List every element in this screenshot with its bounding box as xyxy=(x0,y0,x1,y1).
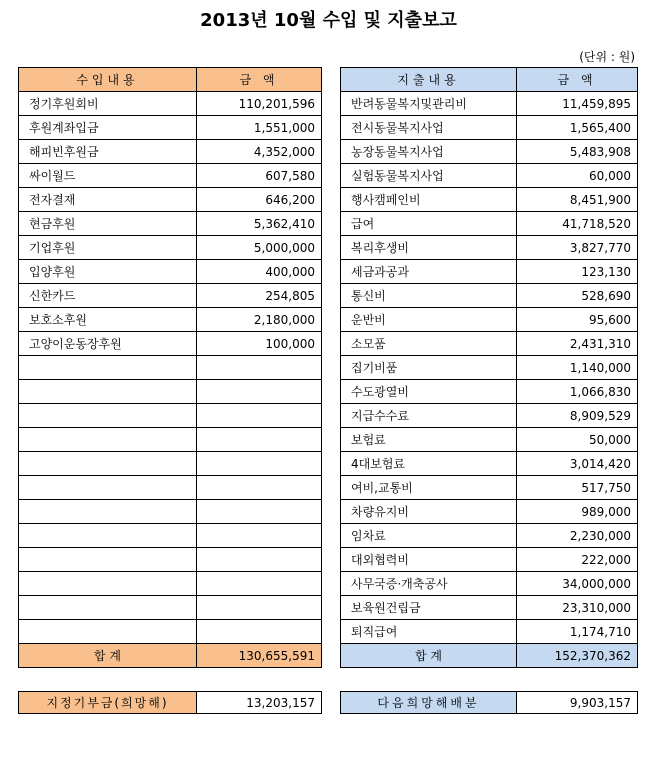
expense-row xyxy=(341,356,638,380)
income-row-label: 해피빈후원금 xyxy=(19,140,197,164)
income-row xyxy=(19,140,322,164)
income-header-row xyxy=(19,68,322,92)
income-row-amount xyxy=(197,428,322,452)
expense-row-amount: 8,451,900 xyxy=(517,188,638,212)
expense-row-amount: 123,130 xyxy=(517,260,638,284)
expense-row-amount: 23,310,000 xyxy=(517,596,638,620)
expense-row xyxy=(341,452,638,476)
expense-table xyxy=(340,67,638,668)
income-row-amount: 4,352,000 xyxy=(197,140,322,164)
expense-row xyxy=(341,572,638,596)
expense-row-amount: 11,459,895 xyxy=(517,92,638,116)
expense-row-label: 퇴직급여 xyxy=(341,620,517,644)
income-row-label xyxy=(19,572,197,596)
income-row-label: 입양후원 xyxy=(19,260,197,284)
income-row xyxy=(19,116,322,140)
designated-donation-box xyxy=(18,691,322,714)
expense-row-label: 여비,교통비 xyxy=(341,476,517,500)
expense-row xyxy=(341,620,638,644)
income-row-amount xyxy=(197,620,322,644)
income-row-amount: 110,201,596 xyxy=(197,92,322,116)
income-row-amount: 400,000 xyxy=(197,260,322,284)
daum-distribution-box xyxy=(340,691,638,714)
income-row xyxy=(19,404,322,428)
income-row xyxy=(19,572,322,596)
expense-row xyxy=(341,380,638,404)
income-row-label: 신한카드 xyxy=(19,284,197,308)
unit-note: (단위 : 원) xyxy=(579,50,635,64)
expense-row-amount: 50,000 xyxy=(517,428,638,452)
income-row-label: 정기후원회비 xyxy=(19,92,197,116)
income-row-amount xyxy=(197,500,322,524)
expense-row xyxy=(341,428,638,452)
income-row xyxy=(19,92,322,116)
expense-row-amount: 2,431,310 xyxy=(517,332,638,356)
expense-row-amount: 60,000 xyxy=(517,164,638,188)
expense-header-amount: 금 액 xyxy=(517,68,638,92)
expense-row xyxy=(341,164,638,188)
designated-donation-label: 지정기부금(희망해) xyxy=(19,692,197,714)
expense-row-amount: 222,000 xyxy=(517,548,638,572)
income-row-label xyxy=(19,596,197,620)
expense-row-amount: 1,565,400 xyxy=(517,116,638,140)
expense-row-label: 실험동물복지사업 xyxy=(341,164,517,188)
expense-row-amount: 1,140,000 xyxy=(517,356,638,380)
expense-row xyxy=(341,548,638,572)
income-row-label: 전자결재 xyxy=(19,188,197,212)
expense-row-amount: 1,174,710 xyxy=(517,620,638,644)
expense-row-label: 대외협력비 xyxy=(341,548,517,572)
income-row xyxy=(19,428,322,452)
income-row xyxy=(19,476,322,500)
income-row xyxy=(19,452,322,476)
expense-row-label: 보험료 xyxy=(341,428,517,452)
income-row xyxy=(19,548,322,572)
expense-row xyxy=(341,212,638,236)
expense-row-label: 수도광열비 xyxy=(341,380,517,404)
expense-total-amount: 152,370,362 xyxy=(517,644,638,668)
expense-header-label: 지출내용 xyxy=(341,68,517,92)
income-row xyxy=(19,260,322,284)
expense-row xyxy=(341,260,638,284)
expense-row-label: 전시동물복지사업 xyxy=(341,116,517,140)
income-row-label xyxy=(19,356,197,380)
expense-row-label: 사무국증·개축공사 xyxy=(341,572,517,596)
income-row-amount xyxy=(197,548,322,572)
income-row-amount: 2,180,000 xyxy=(197,308,322,332)
income-row-amount: 100,000 xyxy=(197,332,322,356)
income-row xyxy=(19,164,322,188)
income-row-amount: 5,000,000 xyxy=(197,236,322,260)
income-header-amount: 금 액 xyxy=(197,68,322,92)
expense-row xyxy=(341,500,638,524)
expense-row-amount: 528,690 xyxy=(517,284,638,308)
income-row xyxy=(19,500,322,524)
income-row-label xyxy=(19,476,197,500)
expense-row-label: 행사캠페인비 xyxy=(341,188,517,212)
income-row-amount: 254,805 xyxy=(197,284,322,308)
income-row xyxy=(19,356,322,380)
expense-row-label: 복리후생비 xyxy=(341,236,517,260)
expense-row xyxy=(341,308,638,332)
expense-row-amount: 5,483,908 xyxy=(517,140,638,164)
income-row xyxy=(19,332,322,356)
expense-row-amount: 3,014,420 xyxy=(517,452,638,476)
income-row-label xyxy=(19,524,197,548)
income-row-label: 싸이월드 xyxy=(19,164,197,188)
income-row xyxy=(19,284,322,308)
income-row-amount xyxy=(197,356,322,380)
income-row-label xyxy=(19,380,197,404)
income-row-amount: 5,362,410 xyxy=(197,212,322,236)
income-row-label xyxy=(19,428,197,452)
income-row-label xyxy=(19,404,197,428)
expense-row xyxy=(341,92,638,116)
income-row-amount xyxy=(197,476,322,500)
expense-row xyxy=(341,116,638,140)
income-row xyxy=(19,236,322,260)
income-row xyxy=(19,308,322,332)
income-row xyxy=(19,212,322,236)
expense-row xyxy=(341,188,638,212)
income-row-label: 현금후원 xyxy=(19,212,197,236)
income-row-label xyxy=(19,452,197,476)
expense-row-amount: 989,000 xyxy=(517,500,638,524)
expense-row-label: 반려동물복지및관리비 xyxy=(341,92,517,116)
income-row-amount xyxy=(197,572,322,596)
income-table xyxy=(18,67,322,668)
expense-row-label: 급여 xyxy=(341,212,517,236)
expense-row-label: 세금과공과 xyxy=(341,260,517,284)
expense-row-amount: 3,827,770 xyxy=(517,236,638,260)
expense-row-label: 보육원건립금 xyxy=(341,596,517,620)
income-row-amount xyxy=(197,404,322,428)
expense-row xyxy=(341,236,638,260)
expense-row-label: 임차료 xyxy=(341,524,517,548)
expense-row-label: 통신비 xyxy=(341,284,517,308)
expense-row xyxy=(341,596,638,620)
income-row xyxy=(19,188,322,212)
income-row-label: 보호소후원 xyxy=(19,308,197,332)
expense-total-row xyxy=(341,644,638,668)
income-row-label xyxy=(19,548,197,572)
expense-row-label: 농장동물복지사업 xyxy=(341,140,517,164)
income-row-label xyxy=(19,500,197,524)
income-row xyxy=(19,596,322,620)
expense-row-amount: 2,230,000 xyxy=(517,524,638,548)
income-row-amount xyxy=(197,452,322,476)
expense-row-amount: 517,750 xyxy=(517,476,638,500)
income-row xyxy=(19,524,322,548)
expense-row-label: 차량유지비 xyxy=(341,500,517,524)
income-row xyxy=(19,380,322,404)
income-row-amount: 607,580 xyxy=(197,164,322,188)
income-total-row xyxy=(19,644,322,668)
expense-row xyxy=(341,476,638,500)
report-title: 2013년 10월 수입 및 지출보고 xyxy=(200,10,457,31)
expense-header-row xyxy=(341,68,638,92)
expense-row-label: 지급수수료 xyxy=(341,404,517,428)
expense-row xyxy=(341,404,638,428)
expense-row-amount: 34,000,000 xyxy=(517,572,638,596)
expense-row-amount: 8,909,529 xyxy=(517,404,638,428)
expense-row-amount: 95,600 xyxy=(517,308,638,332)
income-row xyxy=(19,620,322,644)
income-total-label: 합 계 xyxy=(19,644,197,668)
income-row-label xyxy=(19,620,197,644)
expense-total-label: 합 계 xyxy=(341,644,517,668)
expense-row xyxy=(341,524,638,548)
expense-row-amount: 1,066,830 xyxy=(517,380,638,404)
expense-row xyxy=(341,140,638,164)
expense-row xyxy=(341,332,638,356)
income-row-amount: 646,200 xyxy=(197,188,322,212)
expense-row-label: 4대보험료 xyxy=(341,452,517,476)
daum-distribution-amount: 9,903,157 xyxy=(517,692,638,714)
income-total-amount: 130,655,591 xyxy=(197,644,322,668)
income-row-label: 기업후원 xyxy=(19,236,197,260)
income-header-label: 수입내용 xyxy=(19,68,197,92)
expense-row-amount: 41,718,520 xyxy=(517,212,638,236)
daum-distribution-label: 다음희망해배분 xyxy=(341,692,517,714)
income-row-amount xyxy=(197,596,322,620)
expense-row xyxy=(341,284,638,308)
income-row-amount xyxy=(197,524,322,548)
income-row-label: 고양이운동장후원 xyxy=(19,332,197,356)
expense-row-label: 소모품 xyxy=(341,332,517,356)
income-row-amount xyxy=(197,380,322,404)
income-row-amount: 1,551,000 xyxy=(197,116,322,140)
income-row-label: 후원계좌입금 xyxy=(19,116,197,140)
expense-row-label: 집기비품 xyxy=(341,356,517,380)
expense-row-label: 운반비 xyxy=(341,308,517,332)
designated-donation-amount: 13,203,157 xyxy=(197,692,322,714)
